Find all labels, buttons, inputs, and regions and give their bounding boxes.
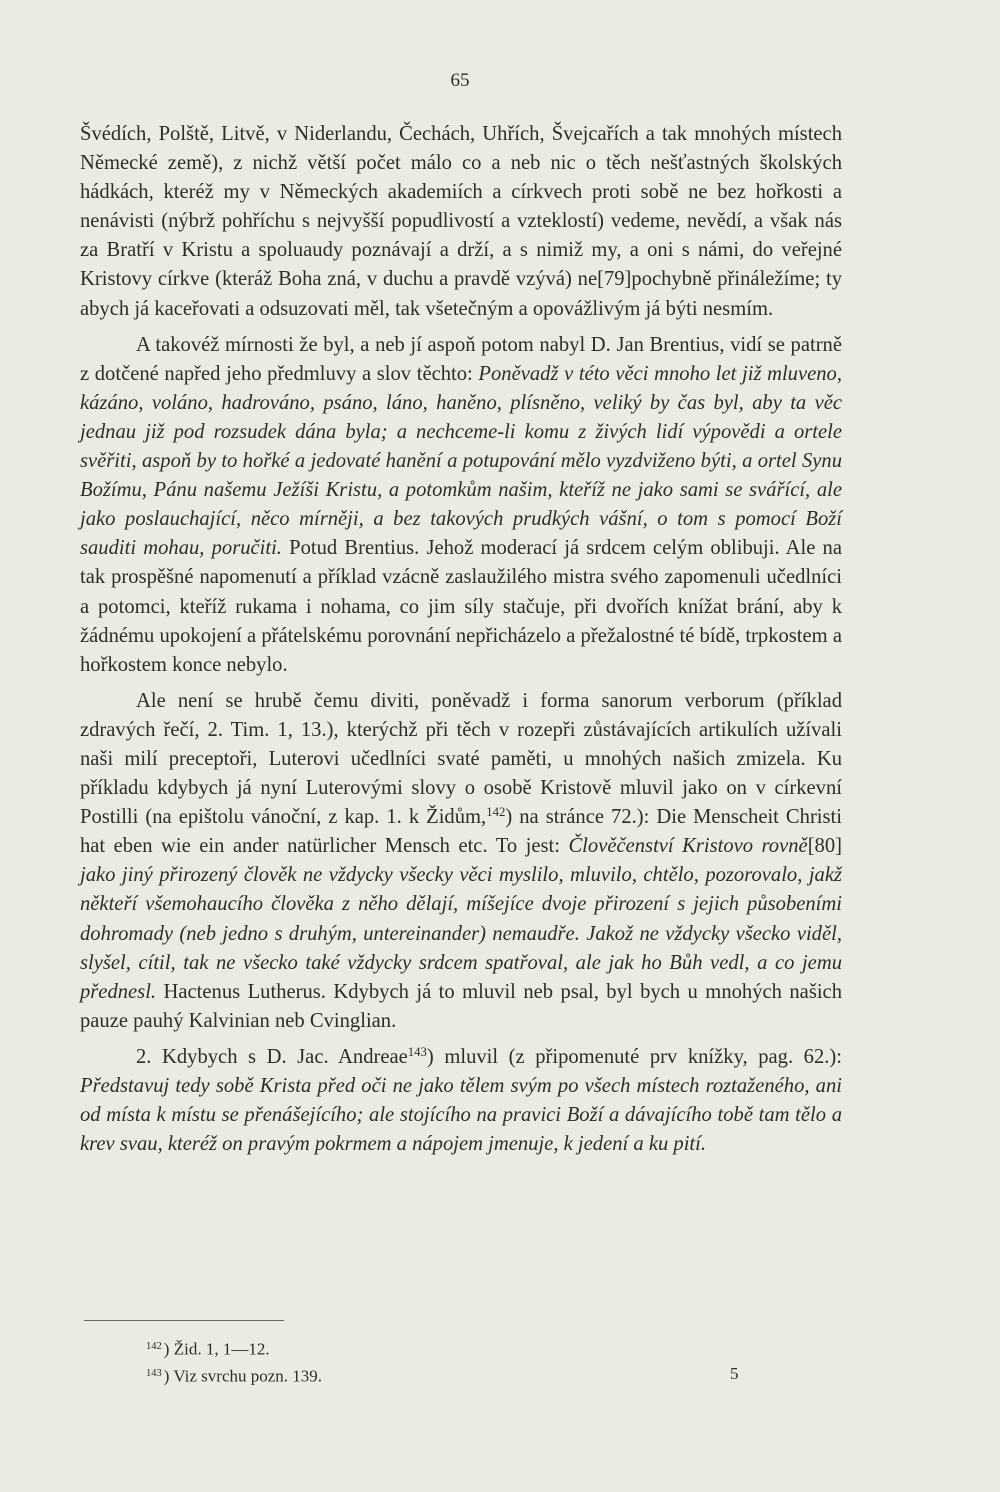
body-text	[80, 120, 842, 1159]
text-run: ) mluvil (z připomenuté prv knížky, pag. 62.):	[426, 1045, 842, 1068]
footnote-142	[146, 1334, 546, 1361]
text-run: Potud Brentius. Jehož moderací já srdcem celým oblibuji. Ale na tak prospěšné napomenutí a příklad vzácně zaslaužilého mistra svého zapomenuli učedlníci a potomci, kteříž rukama i nohama, co jim síly stačuje, při dvořích knížat brání, aby k žádnému upokojení a přátelskému porovnání nepřicházelo a přežalostné té bídě, trpkostem a hořkostem konce nebylo.	[80, 537, 842, 676]
italic-quote: Představuj tedy sobě Krista před oči ne jako tělem svým po všech místech roztaženého, ani od místa k místu se přenášejícího; ale stojícího na pravici Boží a dávajícího tobě tam tělo a krev svau, kteréž on pravým pokrmem a nápojem jmenuje, k jedení a ku pití.	[80, 1075, 842, 1156]
paragraph-2	[80, 331, 842, 680]
paragraph-3	[80, 687, 842, 1036]
italic-quote: jako jiný přirozený člověk ne vždycky všecky věci myslilo, mluvilo, chtělo, pozorovalo, jakž někteří všemohaucího člověka z něho dělají, míšejíce dvoje přirození s jejich působeními dohromady (neb jedno s druhým, untereinander) nemaudře. Jakož ne vždycky všecko viděl, slyšel, cítil, tak ne všecko také vždycky srdcem spatřoval, ale jak ho Bůh vedl, a co jemu přednesl.	[80, 864, 842, 1003]
footnote-mark: 143	[146, 1368, 162, 1380]
paragraph-4	[80, 1043, 842, 1159]
footnote-divider	[84, 1320, 284, 1321]
footnote-mark: 142	[146, 1341, 162, 1352]
text-run: Švédích, Polště, Litvě, v Niderlandu, Čechách, Uhřích, Švejcařích a tak mnohých místech Německé země), z nichž větší počet málo co a neb nic o těch nešťastných školských hádkách, kteréž my v Německých akademiích a církvech proti sobě ne bez hořkosti a nenávisti (nýbrž pohříchu s nejvyšší popudlivostí a vzteklostí) vedeme, nevědí, a však nás za Bratří v Kristu a spoluaudy poznávají a drží, a s nimiž my, a oni s námi, do veřejné Kristovy církve (kteráž Boha zná, v duchu a pravdě vzývá) ne[79]pochybně přináležíme; ty abych já kaceřovati a odsuzovati měl, tak všetečným a opovážlivým já býti nesmím.	[80, 123, 842, 320]
text-run: ) na stránce 72.): Die Menscheit Christi hat eben wie ein ander natürlicher Mensch etc. To jest:	[80, 806, 842, 858]
page-number: 65	[450, 70, 470, 91]
text-run: Ale není se hrubě čemu diviti, poněvadž i forma sanorum verborum (příklad zdravých řečí, 2. Tim. 1, 13.), kterýchž při těch v rozepři zůstávajících artikulích užívali naši milí preceptoři, Luterovi učedlníci svaté paměti, u mnohých našich zmizela. Ku příkladu kdybych já nyní Luterovými slovy o osobě Kristově mluvil jako on v církevní Postilli (na epištolu vánoční, z kap. 1. k Židům,	[80, 689, 842, 829]
text-run: 2. Kdybych s D. Jac. Andreae	[136, 1045, 408, 1068]
italic-quote: Poněvadž v této věci mnoho let již mluveno, kázáno, voláno, hadrováno, psáno, láno, haněno, plísněno, veliký by čas byl, aby ta věc jednau již pod rozsudek dána byla; a nechceme-li komu z živých lidí výpovědi a ortele svěřiti, aspoň by to hořké a jedovaté hanění a potupování mělo vyzdviženo býti, a ortel Synu Božímu, Pánu našemu Ježíši Kristu, a potomkům našim, kteříž ne jako sami se svářící, ale jako poslauchající, něco mírněji, a bez takových prudkých vášní, o tom s pomocí Boží sauditi mohau, poručiti.	[80, 362, 842, 560]
footnote-ref-143[interactable]: 143	[407, 1044, 427, 1059]
text-run: Hactenus Lutherus. Kdybych já to mluvil neb psal, byl bych u mnohých našich pauze pauhý Kalvinian neb Cvinglian.	[80, 980, 842, 1032]
paragraph-1	[80, 120, 842, 324]
text-run: A takovéž mírnosti že byl, a neb jí aspoň potom nabyl D. Jan Brentius, vidí se patrně z dotčené napřed jeho předmluvy a slov těchto:	[80, 333, 842, 385]
footnote-ref-142[interactable]: 142	[486, 805, 506, 820]
signature-mark: 5	[730, 1364, 739, 1383]
footnote-text: ) Viz svrchu pozn. 139.	[163, 1366, 323, 1386]
text-run: [80]	[807, 835, 842, 858]
footnotes	[146, 1334, 546, 1389]
footnote-text: ) Žid. 1, 1—12.	[163, 1339, 270, 1359]
italic-quote: Člověčenství Kristovo rovně	[568, 835, 808, 858]
footnote-143	[146, 1361, 546, 1388]
